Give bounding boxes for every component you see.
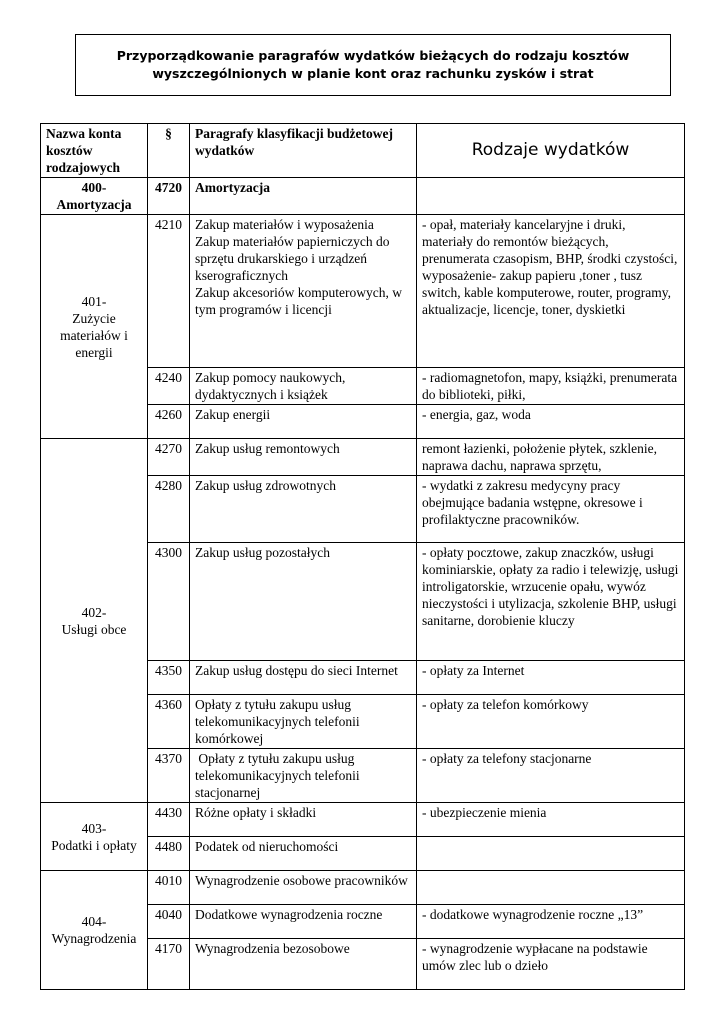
header-row <box>41 124 685 178</box>
expense-types: - dodatkowe wynagrodzenie roczne „13” <box>417 905 685 939</box>
paragraph-code: 4210 <box>148 215 190 368</box>
paragraph-name: Podatek od nieruchomości <box>190 837 417 871</box>
paragraph-code: 4300 <box>148 543 190 661</box>
paragraph-code: 4720 <box>148 178 190 215</box>
account-name: 401- Zużycie materiałów i energii <box>41 215 148 439</box>
paragraph-code: 4480 <box>148 837 190 871</box>
paragraph-code: 4280 <box>148 476 190 543</box>
expense-types <box>417 178 685 215</box>
expense-types: - opłaty za telefony stacjonarne <box>417 749 685 803</box>
paragraph-code: 4240 <box>148 368 190 405</box>
paragraph-code: 4360 <box>148 695 190 749</box>
header-paragraph: § <box>148 124 190 178</box>
paragraph-name: Zakup usług pozostałych <box>190 543 417 661</box>
expense-types: - wydatki z zakresu medycyny pracy obejmujące badania wstępne, okresowe i profilaktyczne pracowników. <box>417 476 685 543</box>
paragraph-name: Zakup pomocy naukowych, dydaktycznych i książek <box>190 368 417 405</box>
account-name: 404- Wynagrodzenia <box>41 871 148 990</box>
expense-types: - opłaty pocztowe, zakup znaczków, usługi kominiarskie, opłaty za radio i telewizję, usługi introligatorskie, wrzucenie opału, wywóz nieczystości i utylizacja, szkolenie BHP, usługi sanitarne, dorobienie kluczy <box>417 543 685 661</box>
paragraph-name: Dodatkowe wynagrodzenia roczne <box>190 905 417 939</box>
expense-types: - wynagrodzenie wypłacane na podstawie umów zlec lub o dzieło <box>417 939 685 990</box>
title-line-2: wyszczególnionych w planie kont oraz rachunku zysków i strat <box>152 66 594 81</box>
header-classification: Paragrafy klasyfikacji budżetowej wydatków <box>190 124 417 178</box>
paragraph-name: Opłaty z tytułu zakupu usług telekomunikacyjnych telefonii komórkowej <box>190 695 417 749</box>
paragraph-code: 4430 <box>148 803 190 837</box>
paragraph-code: 4040 <box>148 905 190 939</box>
paragraph-code: 4010 <box>148 871 190 905</box>
paragraph-name: Amortyzacja <box>190 178 417 215</box>
paragraph-code: 4270 <box>148 439 190 476</box>
expense-types <box>417 871 685 905</box>
table-row <box>41 871 685 905</box>
table-row <box>41 439 685 476</box>
expense-types: - opał, materiały kancelaryjne i druki, materiały do remontów bieżących, prenumerata czasopism, BHP, środki czystości, wyposażenie- zakup papieru ,toner , tusz switch, kable komputerowe, router, programy, aktualizacje, licencje, toner, dyskietki <box>417 215 685 368</box>
paragraph-name: Zakup usług zdrowotnych <box>190 476 417 543</box>
paragraph-name: Opłaty z tytułu zakupu usług telekomunikacyjnych telefonii stacjonarnej <box>190 749 417 803</box>
table-row <box>41 215 685 368</box>
expense-types: - radiomagnetofon, mapy, książki, prenumerata do biblioteki, piłki, <box>417 368 685 405</box>
paragraph-code: 4260 <box>148 405 190 439</box>
document-title <box>75 34 671 96</box>
paragraph-code: 4350 <box>148 661 190 695</box>
expense-types: - energia, gaz, woda <box>417 405 685 439</box>
paragraph-code: 4170 <box>148 939 190 990</box>
expense-types: remont łazienki, położenie płytek, szklenie, naprawa dachu, naprawa sprzętu, <box>417 439 685 476</box>
expense-table <box>40 123 685 990</box>
paragraph-name: Zakup energii <box>190 405 417 439</box>
expense-types <box>417 837 685 871</box>
table-row <box>41 178 685 215</box>
header-types: Rodzaje wydatków <box>417 124 685 178</box>
account-name: 400- Amortyzacja <box>41 178 148 215</box>
table-row <box>41 803 685 837</box>
paragraph-name: Wynagrodzenie osobowe pracowników <box>190 871 417 905</box>
expense-types: - opłaty za telefon komórkowy <box>417 695 685 749</box>
expense-types: - opłaty za Internet <box>417 661 685 695</box>
account-name: 403- Podatki i opłaty <box>41 803 148 871</box>
paragraph-name: Zakup usług dostępu do sieci Internet <box>190 661 417 695</box>
paragraph-name: Zakup usług remontowych <box>190 439 417 476</box>
paragraph-name: Różne opłaty i składki <box>190 803 417 837</box>
title-line-1: Przyporządkowanie paragrafów wydatków bieżących do rodzaju kosztów <box>116 48 630 63</box>
paragraph-name: Wynagrodzenia bezosobowe <box>190 939 417 990</box>
paragraph-code: 4370 <box>148 749 190 803</box>
account-name: 402- Usługi obce <box>41 439 148 803</box>
paragraph-name: Zakup materiałów i wyposażenia Zakup materiałów papierniczych do sprzętu drukarskiego i urządzeń kserograficznych Zakup akcesoriów komputerowych, w tym programów i licencji <box>190 215 417 368</box>
expense-types: - ubezpieczenie mienia <box>417 803 685 837</box>
header-account: Nazwa konta kosztów rodzajowych <box>41 124 148 178</box>
